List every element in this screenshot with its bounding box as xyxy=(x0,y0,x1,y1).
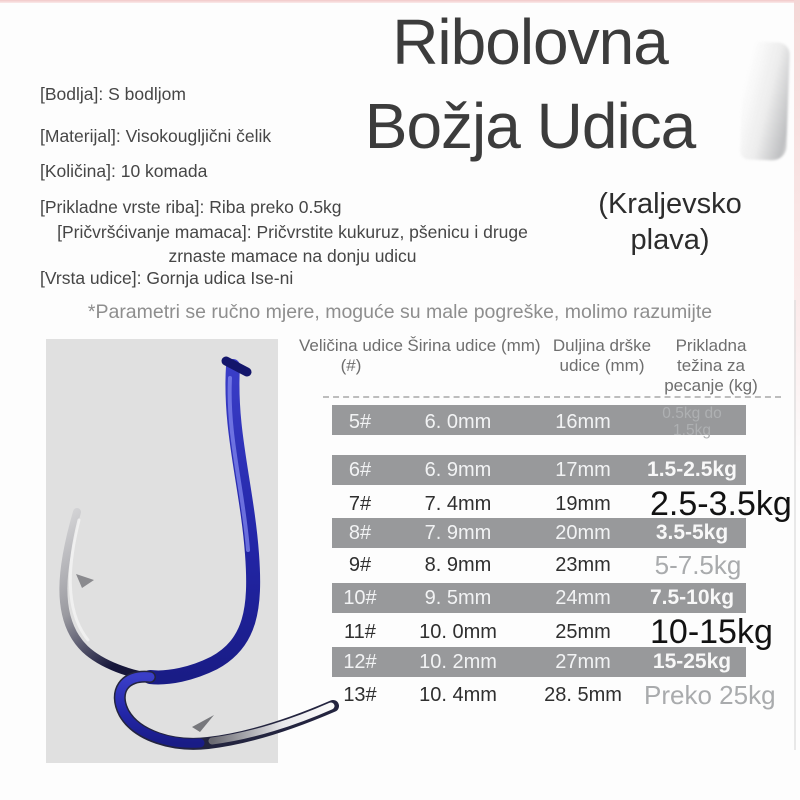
table-row xyxy=(332,485,792,523)
cell-shank: 27mm xyxy=(555,650,611,673)
cell-weight: 7.5-10kg xyxy=(649,586,735,609)
cell-width: 9. 5mm xyxy=(424,586,492,609)
header-hook-width: Širina udice (mm) xyxy=(407,336,541,355)
cell-shank: 19mm xyxy=(555,493,611,515)
table-divider xyxy=(323,396,781,398)
cell-shank: 25mm xyxy=(555,621,611,643)
cell-size: 6# xyxy=(348,458,372,481)
cell-size: 7# xyxy=(348,493,372,515)
cell-width: 7. 9mm xyxy=(424,521,492,544)
cell-size: 13# xyxy=(343,683,377,706)
spec-bait-attachment: [Pričvršćivanje mamaca]: Pričvrstite kukuruz, pšenicu i druge zrnaste mamace na donju udicu xyxy=(57,222,528,266)
cell-width: 8. 9mm xyxy=(424,554,492,576)
spec-barb: [Bodlja]: S bodljom xyxy=(40,84,186,104)
page-title-line2: Božja Udica xyxy=(364,90,696,162)
cell-width: 10. 4mm xyxy=(419,683,497,706)
cell-weight: 5-7.5kg xyxy=(654,550,742,580)
cell-weight: 0.5kg do 1.5kg xyxy=(662,405,722,439)
table-row xyxy=(332,455,746,485)
table-row xyxy=(332,677,776,713)
cell-shank: 24mm xyxy=(555,586,611,609)
cell-width: 10. 0mm xyxy=(419,621,497,643)
cell-width: 7. 4mm xyxy=(424,493,492,515)
hook-image xyxy=(40,336,340,776)
table-row xyxy=(332,405,746,439)
header-shank-length: Duljina drške udice (mm) xyxy=(552,336,652,375)
cell-shank: 17mm xyxy=(555,458,611,481)
cell-weight: 15-25kg xyxy=(652,650,732,673)
cell-shank: 20mm xyxy=(555,521,611,544)
spec-fish-types: [Prikladne vrste riba]: Riba preko 0.5kg xyxy=(40,197,342,217)
hook-illustration xyxy=(40,336,340,776)
cell-size: 9# xyxy=(348,554,372,576)
spec-quantity: [Količina]: 10 komada xyxy=(40,161,208,181)
table-row xyxy=(332,583,746,613)
cell-width: 6. 9mm xyxy=(424,458,492,481)
cell-weight: 10-15kg xyxy=(650,613,773,651)
cell-width: 10. 2mm xyxy=(419,650,497,673)
table-header-row xyxy=(298,336,762,396)
right-edge-line xyxy=(794,300,796,750)
cell-shank: 23mm xyxy=(555,554,611,576)
header-hook-size: Veličina udice (#) xyxy=(299,336,403,375)
spec-material: [Materijal]: Visokougljični čelik xyxy=(40,126,272,146)
cell-shank: 16mm xyxy=(555,410,611,433)
cell-size: 12# xyxy=(343,650,377,673)
cell-weight: Preko 25kg xyxy=(644,679,776,710)
cell-shank: 28. 5mm xyxy=(544,683,622,706)
cell-size: 5# xyxy=(348,410,372,433)
table-row xyxy=(332,613,773,651)
cell-size: 8# xyxy=(348,521,372,544)
color-variant-label xyxy=(575,186,765,258)
cell-weight: 1.5-2.5kg xyxy=(647,458,737,481)
spec-hook-type: [Vrsta udice]: Gornja udica Ise-ni xyxy=(40,268,294,288)
color-variant-line2: plava) xyxy=(630,224,710,256)
table-row xyxy=(332,548,746,583)
cell-width: 6. 0mm xyxy=(424,410,492,433)
measurement-disclaimer: *Parametri se ručno mjere, moguće su male pogreške, molimo razumijte xyxy=(87,301,713,323)
cell-size: 11# xyxy=(344,621,376,643)
size-table xyxy=(332,405,792,713)
cell-weight: 3.5-5kg xyxy=(655,521,729,544)
cell-size: 10# xyxy=(343,586,377,609)
page-title xyxy=(310,0,750,168)
header-suitable-weight: Prikladna težina za pecanje (kg) xyxy=(664,336,758,395)
cell-weight: 2.5-3.5kg xyxy=(650,485,792,523)
photo-background xyxy=(46,339,278,763)
color-variant-line1: (Kraljevsko xyxy=(598,188,742,220)
page-title-line1: Ribolovna xyxy=(392,6,668,78)
